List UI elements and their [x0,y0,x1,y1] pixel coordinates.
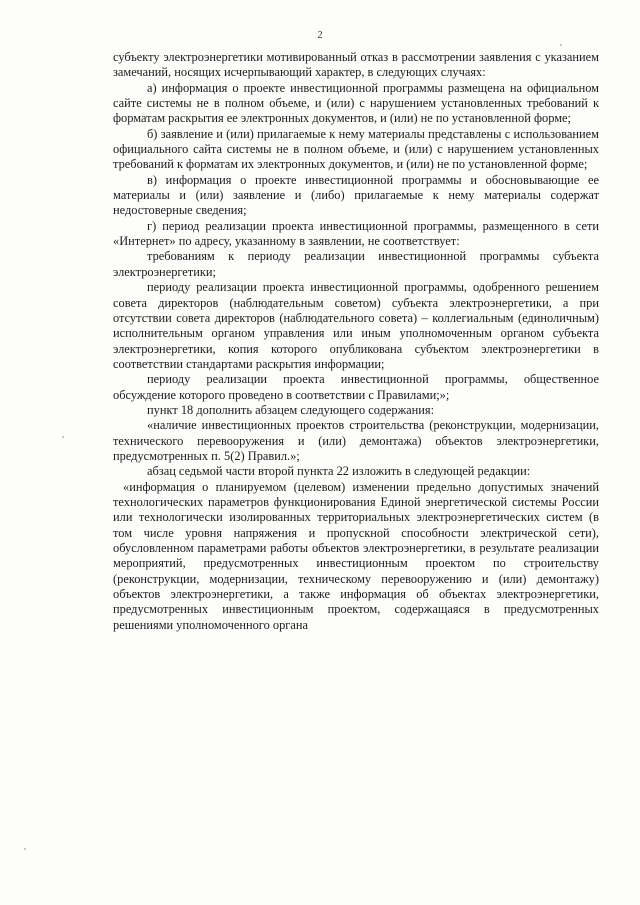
scan-speck [560,44,562,46]
paragraph-refusal-intro: субъекту электроэнергетики мотивированный отказ в рассмотрении заявления с указанием замечаний, носящих исчерпывающий характер, в следующих случаях: [113,50,599,80]
paragraph-clause-22-intro: абзац седьмой части второй пункта 22 изложить в следующей редакции: [147,464,531,479]
paragraph-clause-22-text: «информация о планируемом (целевом) изменении предельно допустимых значений технологических параметров функционирования Единой энергетической системы России или технологически изолированных территориальных электроэнергетических систем (в том числе уровня напряжения и пропускной способности электрической сети), обусловленном параметрами работы объектов электроэнергетики, в результате реализации мероприятий, предусмотренных инвестиционным проектом по строительству (реконструкции, модернизации, техническому перевооружению и (или) демонтажу) объектов электроэнергетики, а также информация об объектах электроэнергетики, предусмотренных инвестиционным проектом, содержащаяся в предусмотренных решениями уполномоченного органа [113,479,599,632]
paragraph-clause-18-text: «наличие инвестиционных проектов строительства (реконструкции, модернизации, технического перевооружения и (или) демонтажа) объектов электроэнергетики, предусмотренных п. 5(2) Правил.»; [113,418,599,463]
paragraph-period-requirements: требованиям к периоду реализации инвестиционной программы субъекта электроэнергетики; [113,249,599,279]
document-body [113,50,599,633]
paragraph-case-b: б) заявление и (или) прилагаемые к нему материалы представлены с использованием официального сайта системы не в полном объеме, и (или) с нарушением установленных требований к форматам их электронных документов, и (или) не по установленной форме; [113,126,599,172]
paragraph-case-g: г) период реализации проекта инвестиционной программы, размещенного в сети «Интернет» по адресу, указанному в заявлении, не соответствует: [113,218,599,249]
page-number: 2 [317,30,323,41]
paragraph-period-board-approval: периоду реализации проекта инвестиционной программы, одобренного решением совета директоров (наблюдательным советом) субъекта электроэнергетики, а при отсутствии совета директоров (наблюдательного совета) – коллегиальным (единоличным) исполнительным органом управления или иным уполномоченным органом субъекта электроэнергетики, копия которого опубликована субъектом электроэнергетики в соответствии стандартами раскрытия информации; [113,280,599,371]
paragraph-clause-18-intro: пункт 18 дополнить абзацем следующего содержания: [147,402,435,417]
paragraph-case-v: в) информация о проекте инвестиционной программы и обосновывающие ее материалы и (или) заявление и (либо) прилагаемые к нему материалы содержат недостоверные сведения; [113,172,599,218]
paragraph-period-public-discussion: периоду реализации проекта инвестиционной программы, общественное обсуждение которого проведено в соответствии с Правилами;»; [113,372,599,402]
paragraph-case-a: а) информация о проекте инвестиционной программы размещена на официальном сайте системы не в полном объеме, и (или) с нарушением установленных требований к форматам раскрытия ее электронных документов, и (или) не по установленной форме; [113,80,599,126]
scan-speck [24,848,26,850]
scan-speck [62,436,64,438]
